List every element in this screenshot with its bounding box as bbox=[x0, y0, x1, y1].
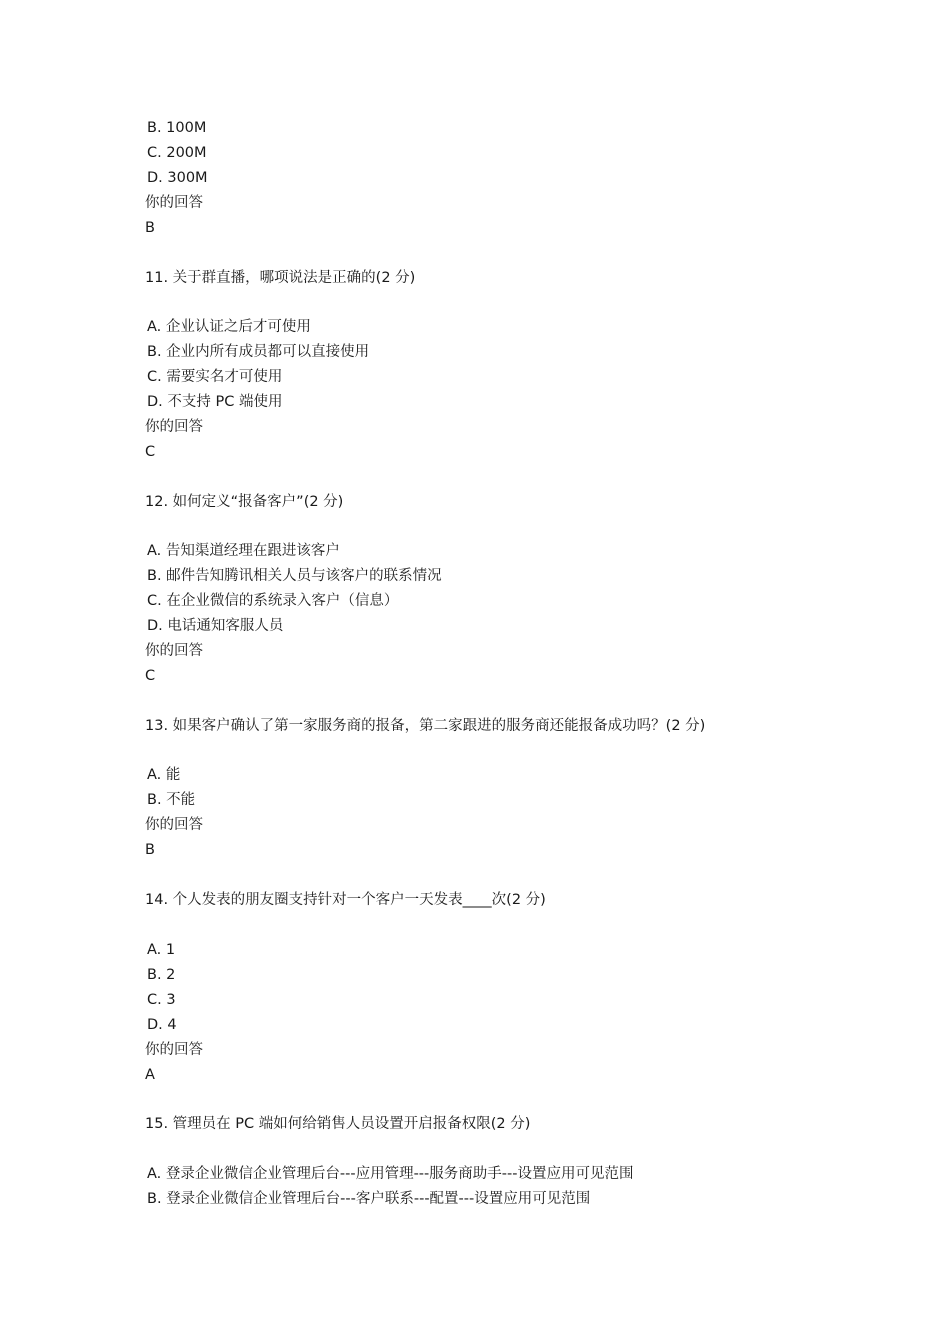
option-c: C. 200M bbox=[147, 145, 207, 161]
option-d: D. 300M bbox=[147, 170, 208, 186]
option-b: B. 邮件告知腾讯相关人员与该客户的联系情况 bbox=[147, 568, 442, 584]
option-c: C. 3 bbox=[147, 992, 176, 1008]
option-c: C. 需要实名才可使用 bbox=[147, 369, 283, 385]
answer-label: 你的回答 bbox=[145, 817, 203, 833]
option-a: A. 登录企业微信企业管理后台---应用管理---服务商助手---设置应用可见范围 bbox=[147, 1166, 634, 1182]
option-b: B. 企业内所有成员都可以直接使用 bbox=[147, 344, 370, 360]
option-a: A. 企业认证之后才可使用 bbox=[147, 319, 311, 335]
question-title: 13. 如果客户确认了第一家服务商的报备，第二家跟进的服务商还能报备成功吗？(2 分) bbox=[145, 718, 706, 734]
answer-label: 你的回答 bbox=[145, 195, 203, 211]
option-d: D. 电话通知客服人员 bbox=[147, 618, 284, 634]
answer-label: 你的回答 bbox=[145, 419, 203, 435]
option-a: A. 1 bbox=[147, 942, 176, 958]
option-b: B. 登录企业微信企业管理后台---客户联系---配置---设置应用可见范围 bbox=[147, 1191, 591, 1207]
option-b: B. 100M bbox=[147, 120, 207, 136]
answer-value: C bbox=[145, 668, 156, 684]
answer-label: 你的回答 bbox=[145, 643, 203, 659]
question-title: 14. 个人发表的朋友圈支持针对一个客户一天发表____次(2 分) bbox=[145, 892, 546, 908]
option-a: A. 告知渠道经理在跟进该客户 bbox=[147, 543, 340, 559]
option-d: D. 4 bbox=[147, 1017, 177, 1033]
option-b: B. 不能 bbox=[147, 792, 196, 808]
option-b: B. 2 bbox=[147, 967, 176, 983]
option-d: D. 不支持 PC 端使用 bbox=[147, 394, 283, 410]
question-title: 11. 关于群直播，哪项说法是正确的(2 分) bbox=[145, 270, 416, 286]
answer-label: 你的回答 bbox=[145, 1042, 203, 1058]
question-title: 12. 如何定义“报备客户”(2 分) bbox=[145, 494, 344, 510]
answer-value: C bbox=[145, 444, 156, 460]
answer-value: B bbox=[145, 842, 155, 858]
answer-value: A bbox=[145, 1067, 155, 1083]
option-c: C. 在企业微信的系统录入客户（信息） bbox=[147, 593, 399, 609]
option-a: A. 能 bbox=[147, 767, 181, 783]
answer-value: B bbox=[145, 220, 155, 236]
question-title: 15. 管理员在 PC 端如何给销售人员设置开启报备权限(2 分) bbox=[145, 1116, 531, 1132]
